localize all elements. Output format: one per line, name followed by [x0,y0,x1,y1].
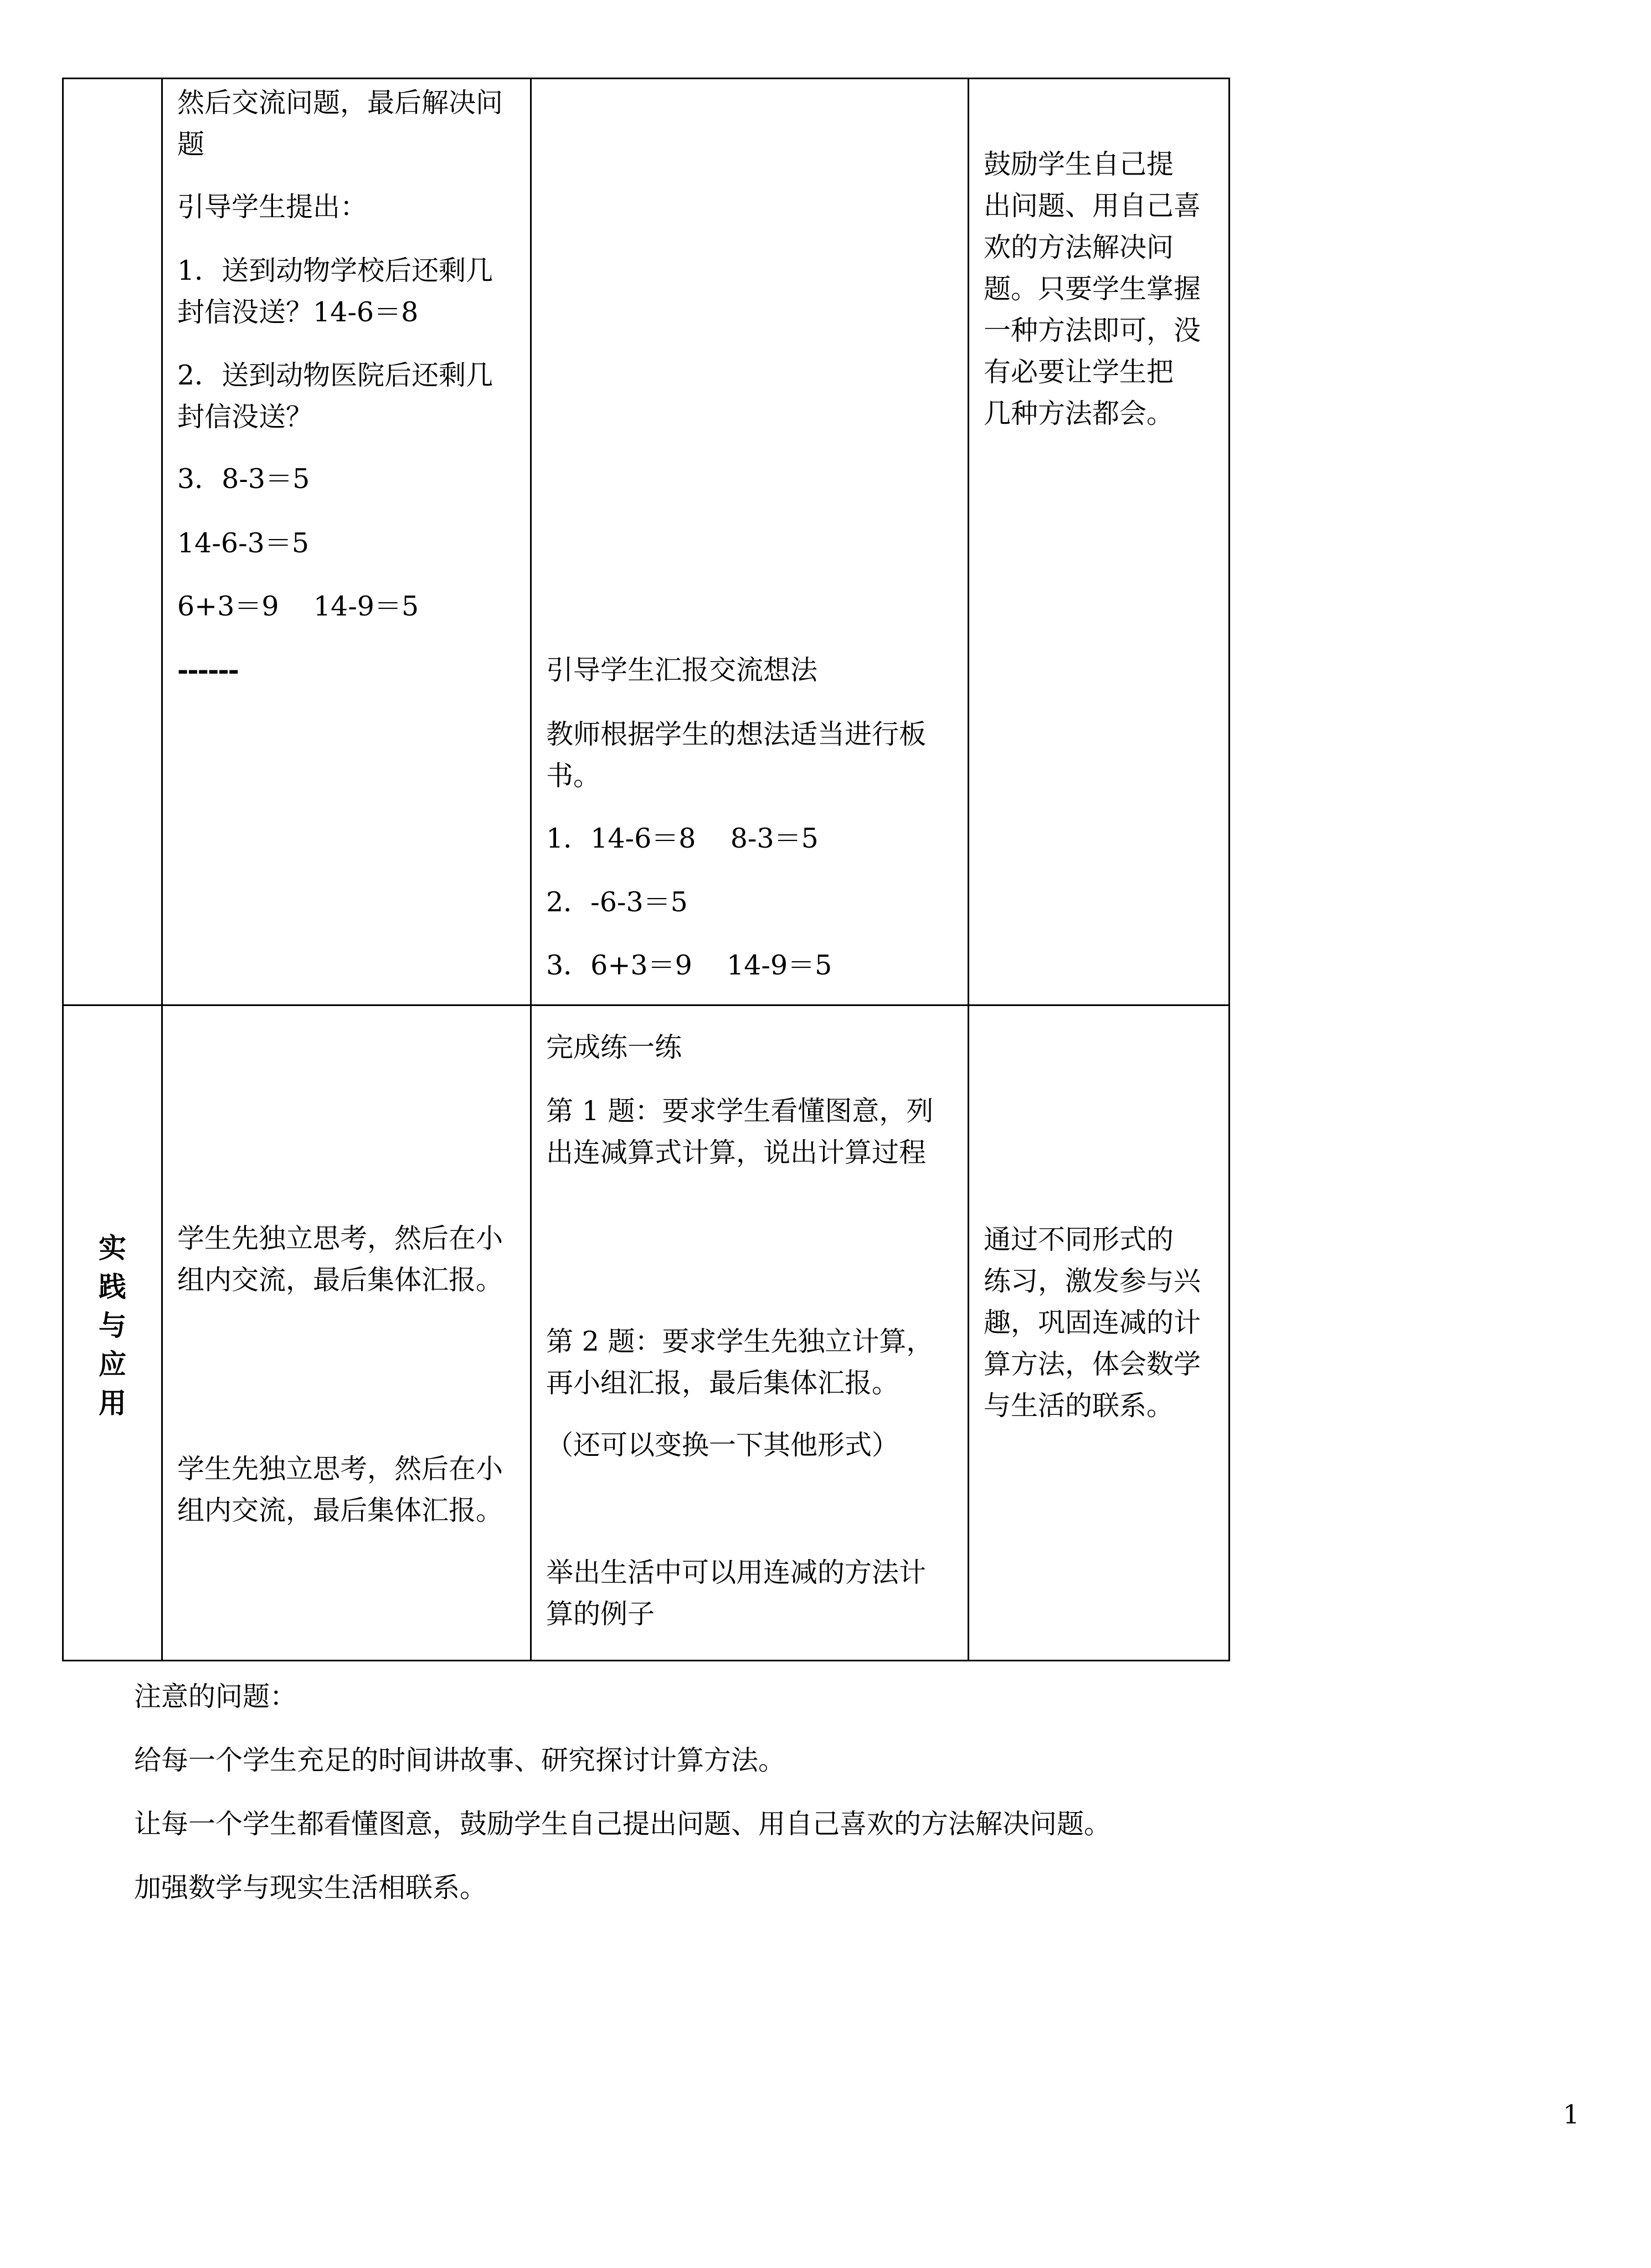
board-equation: 2．-6-3＝5 [546,886,688,918]
student-question-2: 2．送到动物医院后还剩几 封信没送？ [177,360,493,433]
equation-line: 6+3＝9 14-9＝5 [177,591,419,622]
table-row [63,79,1230,1005]
life-example-text: 举出生活中可以用连减的方法计 算的例子 [546,1557,927,1630]
board-equation: 1．14-6＝8 8-3＝5 [546,823,819,854]
lesson-plan-table [62,78,1230,1661]
category-empty [64,79,161,1004]
equation-line: 14-6-3＝5 [177,527,309,559]
student-activity-text: 引导学生提出： [177,191,368,223]
teacher-activity-cell [531,79,969,1005]
notes-heading: 注意的问题： [134,1681,297,1712]
exercise-heading: 完成练一练 [546,1032,682,1063]
teacher-activity-text: 引导学生汇报交流想法 [546,654,818,686]
board-equation: 3．6+3＝9 14-9＝5 [546,950,832,981]
page-number: 1 [1563,2100,1580,2130]
design-intent-cell [969,1005,1230,1661]
note-item: 让每一个学生都看懂图意，鼓励学生自己提出问题、用自己喜欢的方法解决问题。 [134,1808,1112,1840]
exercise-2-note: （还可以变换一下其他形式） [546,1429,899,1461]
teacher-activity-text: 教师根据学生的想法适当进行板 书。 [546,719,927,792]
teacher-activity-cell [531,1005,969,1661]
equation-line: 3．8-3＝5 [177,463,310,495]
category-cell [63,79,162,1005]
design-intent-cell [969,79,1230,1005]
ellipsis-dashes: ------ [177,654,239,686]
table-row [63,1005,1230,1661]
category-label: 实 践 与 应 用 [99,1232,126,1419]
note-item: 加强数学与现实生活相联系。 [134,1872,487,1903]
note-item: 给每一个学生充足的时间讲故事、研究探讨计算方法。 [134,1744,786,1776]
exercise-2-text: 第 2 题：要求学生先独立计算， 再小组汇报，最后集体汇报。 [546,1326,934,1399]
student-activity-text: 学生先独立思考，然后在小 组内交流，最后集体汇报。 [177,1223,503,1296]
category-cell [63,1005,162,1661]
design-intent-text: 鼓励学生自己提 出问题、用自己喜 欢的方法解决问 题。只要学生掌握 一种方法即可，没 有必要让学生把 几种方法都会。 [984,148,1201,429]
design-intent-text: 通过不同形式的 练习，激发参与兴 趣，巩固连减的计 算方法，体会数学 与生活的联系。 [984,1224,1201,1422]
student-activity-cell [162,79,531,1005]
exercise-1-text: 第 1 题：要求学生看懂图意，列 出连减算式计算，说出计算过程 [546,1095,934,1168]
student-activity-text: 学生先独立思考，然后在小 组内交流，最后集体汇报。 [177,1453,503,1526]
student-question-1: 1．送到动物学校后还剩几 封信没送？14-6＝8 [177,255,493,328]
student-activity-cell [162,1005,531,1661]
student-activity-text: 然后交流问题，最后解决问 题 [177,87,503,160]
